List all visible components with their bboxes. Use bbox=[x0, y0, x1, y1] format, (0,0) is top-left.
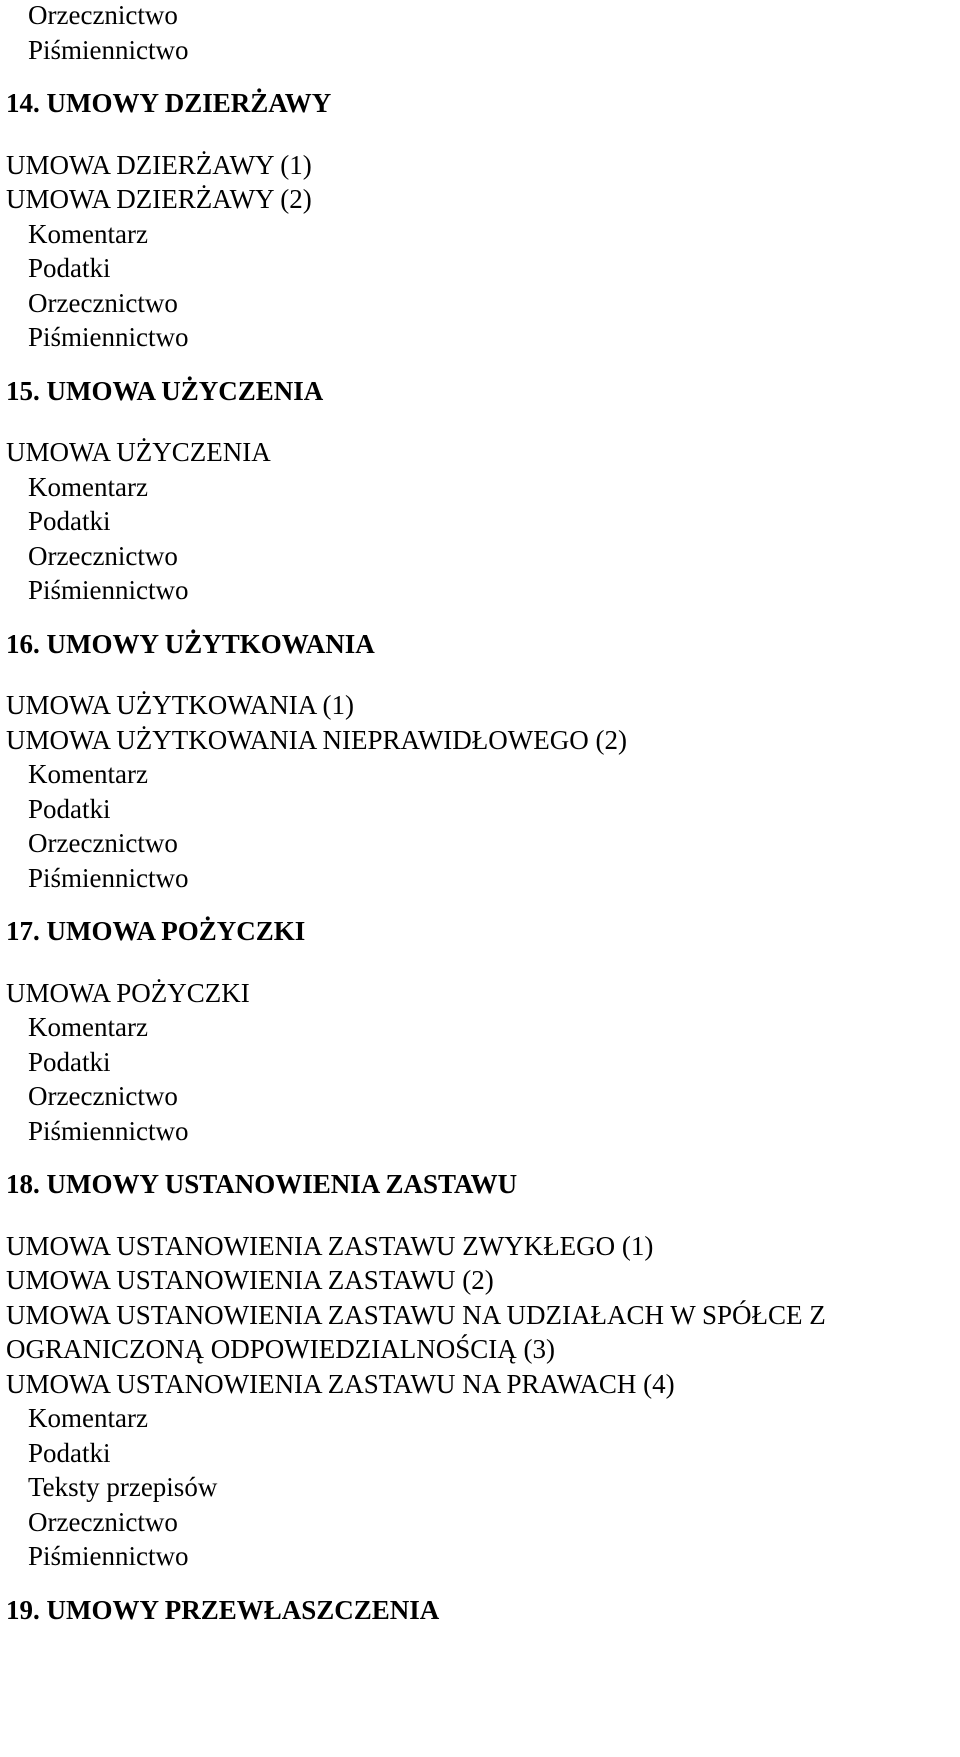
spacer bbox=[6, 408, 956, 435]
sub-item-orzecznictwo[interactable]: Orzecznictwo bbox=[28, 1081, 178, 1111]
spacer bbox=[6, 121, 956, 148]
contract-link[interactable]: UMOWA USTANOWIENIA ZASTAWU ZWYKŁEGO (1) bbox=[6, 1230, 654, 1261]
sub-item-orzecznictwo[interactable]: Orzecznictwo bbox=[28, 1506, 178, 1537]
sub-item-pismiennictwo[interactable]: Piśmiennictwo bbox=[28, 1541, 189, 1571]
contract-link[interactable]: UMOWA USTANOWIENIA ZASTAWU NA UDZIAŁACH W SPÓŁCE Z bbox=[6, 1299, 826, 1330]
section-heading-19[interactable]: 19. UMOWY PRZEWŁASZCZENIA bbox=[6, 1594, 440, 1625]
spacer bbox=[6, 608, 956, 627]
sub-item-podatki[interactable]: Podatki bbox=[28, 506, 111, 536]
sub-item-orzecznictwo[interactable]: Orzecznictwo bbox=[28, 540, 178, 571]
contract-link[interactable]: UMOWA UŻYTKOWANIA NIEPRAWIDŁOWEGO (2) bbox=[6, 724, 627, 755]
contract-link[interactable]: UMOWA DZIERŻAWY (1) bbox=[6, 149, 312, 180]
contract-link[interactable]: UMOWA POŻYCZKI bbox=[6, 977, 250, 1008]
spacer bbox=[6, 1574, 956, 1593]
sub-item-podatki[interactable]: Podatki bbox=[28, 1437, 111, 1468]
spacer bbox=[6, 661, 956, 688]
sub-item-orzecznictwo[interactable]: Orzecznictwo bbox=[28, 287, 178, 318]
sub-item-komentarz[interactable]: Komentarz bbox=[28, 1012, 148, 1042]
section-heading-14[interactable]: 14. UMOWY DZIERŻAWY bbox=[6, 88, 332, 118]
sub-item-pismiennictwo[interactable]: Piśmiennictwo bbox=[28, 34, 189, 65]
sub-item-pismiennictwo[interactable]: Piśmiennictwo bbox=[28, 575, 189, 605]
contract-link[interactable]: UMOWA DZIERŻAWY (2) bbox=[6, 184, 312, 214]
sub-item-orzecznictwo[interactable]: Orzecznictwo bbox=[28, 0, 178, 30]
sub-item-komentarz[interactable]: Komentarz bbox=[28, 471, 148, 502]
spacer bbox=[6, 1202, 956, 1229]
sub-item-podatki[interactable]: Podatki bbox=[28, 253, 111, 283]
contract-link-continuation[interactable]: OGRANICZONĄ ODPOWIEDZIALNOŚCIĄ (3) bbox=[6, 1334, 555, 1364]
contract-link[interactable]: UMOWA USTANOWIENIA ZASTAWU NA PRAWACH (4) bbox=[6, 1368, 675, 1399]
contract-link[interactable]: UMOWA UŻYCZENIA bbox=[6, 437, 271, 467]
sub-item-komentarz[interactable]: Komentarz bbox=[28, 759, 148, 789]
sub-item-orzecznictwo[interactable]: Orzecznictwo bbox=[28, 828, 178, 858]
sub-item-pismiennictwo[interactable]: Piśmiennictwo bbox=[28, 322, 189, 352]
sub-item-teksty-przepisow[interactable]: Teksty przepisów bbox=[28, 1472, 218, 1502]
spacer bbox=[6, 67, 956, 86]
section-heading-15[interactable]: 15. UMOWA UŻYCZENIA bbox=[6, 375, 324, 406]
sub-item-komentarz[interactable]: Komentarz bbox=[28, 1403, 148, 1433]
document-body bbox=[6, 0, 956, 1627]
sub-item-pismiennictwo[interactable]: Piśmiennictwo bbox=[28, 1115, 189, 1146]
section-heading-18[interactable]: 18. UMOWY USTANOWIENIA ZASTAWU bbox=[6, 1169, 518, 1199]
sub-item-podatki[interactable]: Podatki bbox=[28, 1046, 111, 1077]
contract-link[interactable]: UMOWA USTANOWIENIA ZASTAWU (2) bbox=[6, 1265, 494, 1295]
section-heading-17[interactable]: 17. UMOWA POŻYCZKI bbox=[6, 916, 306, 946]
section-heading-16[interactable]: 16. UMOWY UŻYTKOWANIA bbox=[6, 628, 375, 659]
sub-item-podatki[interactable]: Podatki bbox=[28, 793, 111, 824]
contract-link[interactable]: UMOWA UŻYTKOWANIA (1) bbox=[6, 690, 354, 720]
spacer bbox=[6, 1148, 956, 1167]
spacer bbox=[6, 355, 956, 374]
spacer bbox=[6, 949, 956, 976]
spacer bbox=[6, 895, 956, 914]
sub-item-komentarz[interactable]: Komentarz bbox=[28, 218, 148, 249]
sub-item-pismiennictwo[interactable]: Piśmiennictwo bbox=[28, 862, 189, 893]
